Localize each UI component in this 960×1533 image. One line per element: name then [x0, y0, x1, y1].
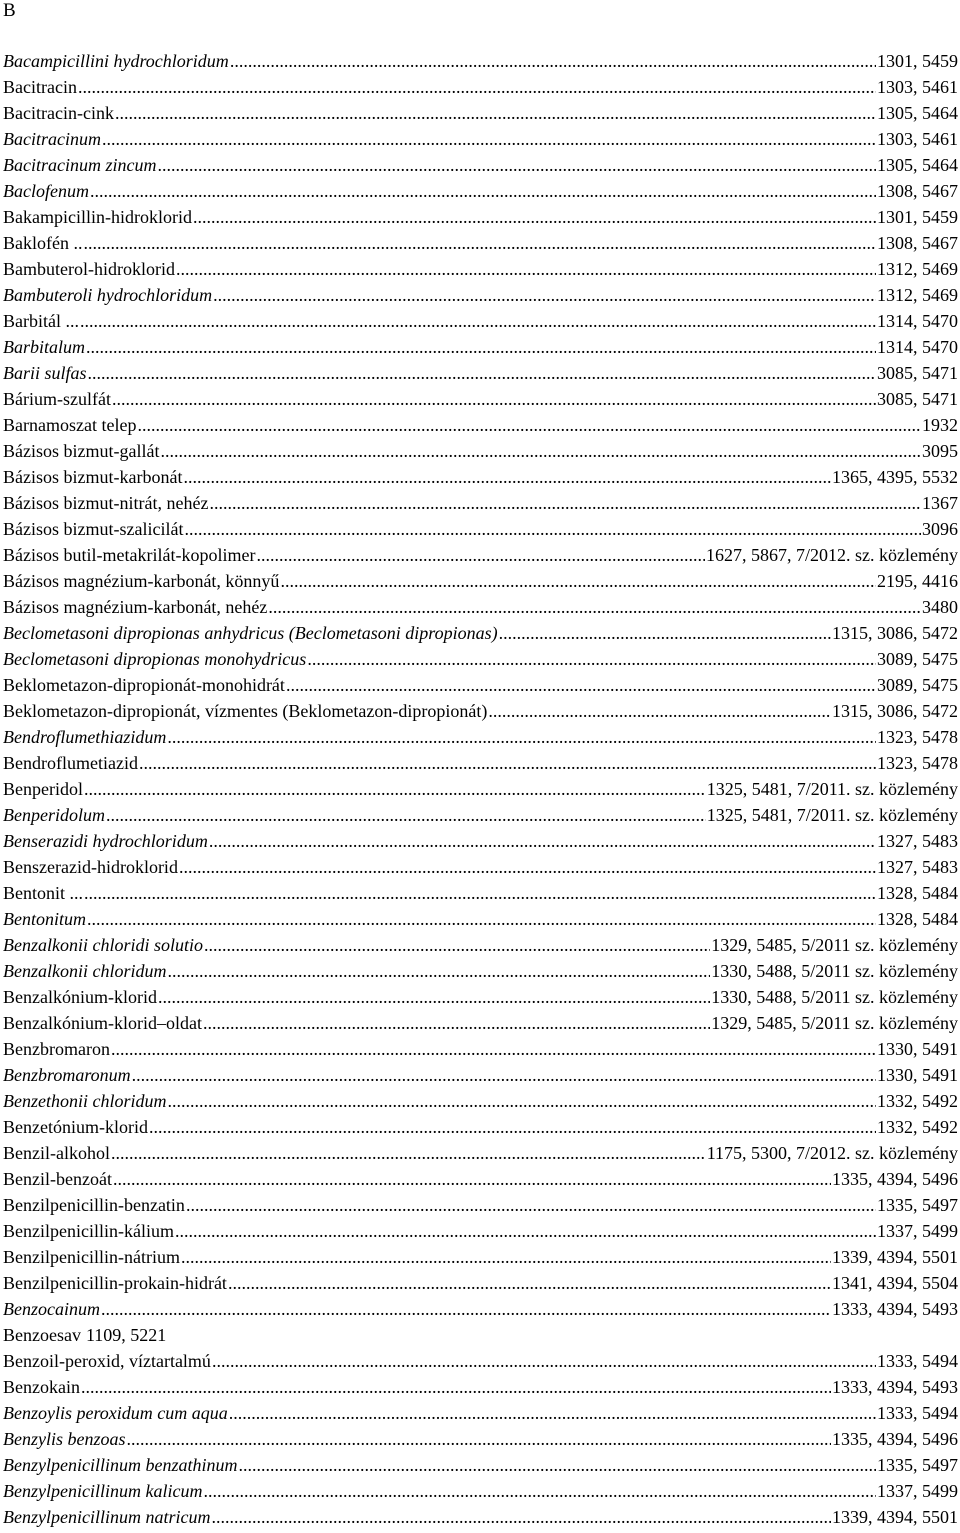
dot-leader — [183, 464, 831, 490]
index-entry-term: Benzalkónium-klorid–oldat — [3, 1013, 202, 1033]
dot-leader — [167, 1088, 876, 1114]
index-entry-term: Bárium-szulfát — [3, 389, 111, 409]
index-entry — [3, 334, 958, 360]
index-entry — [3, 230, 958, 256]
index-entry-pages: 1330, 5488, 5/2011 sz. közlemény — [711, 987, 958, 1007]
index-entry — [3, 152, 958, 178]
index-entry-pages: 1308, 5467 — [877, 181, 958, 201]
dot-leader — [256, 542, 705, 568]
index-entry-pages: 1341, 4394, 5504 — [832, 1273, 958, 1293]
index-entry-pages: 1332, 5492 — [877, 1117, 958, 1137]
index-entry — [3, 178, 958, 204]
index-entry-pages: 1932 — [922, 415, 958, 435]
dot-leader — [137, 412, 921, 438]
index-entry-term: Benzethonii chloridum — [3, 1091, 167, 1111]
index-entry — [3, 386, 958, 412]
dot-leader — [193, 204, 876, 230]
dot-leader — [88, 360, 876, 386]
index-entry-term: Bambuterol-hidroklorid — [3, 259, 175, 279]
index-entry-pages: 1109, 5221 — [85, 1325, 167, 1345]
dot-leader — [111, 1036, 876, 1062]
index-entry-term: Benzalkonii chloridum — [3, 961, 167, 981]
dot-leader — [167, 724, 876, 750]
dot-leader — [181, 1244, 831, 1270]
dot-leader — [499, 620, 831, 646]
index-entry — [3, 750, 958, 776]
index-entry — [3, 464, 958, 490]
index-entry-term: Benzylpenicillinum benzathinum — [3, 1455, 238, 1475]
dot-leader — [212, 1348, 876, 1374]
index-entry-pages: 1312, 5469 — [877, 285, 958, 305]
index-entry-term: Benserazidi hydrochloridum — [3, 831, 208, 851]
index-entry-term: Benzbromaron — [3, 1039, 110, 1059]
index-entry-pages: 1365, 4395, 5532 — [832, 467, 958, 487]
index-entry-pages: 1325, 5481, 7/2011. sz. közlemény — [706, 779, 958, 799]
index-entry — [3, 1218, 958, 1244]
dot-leader — [78, 74, 876, 100]
index-entry — [3, 698, 958, 724]
index-entry — [3, 1192, 958, 1218]
index-entry-pages: 1327, 5483 — [877, 857, 958, 877]
index-entry — [3, 308, 958, 334]
dot-leader — [87, 906, 876, 932]
index-entry-term: Bentonitum — [3, 909, 86, 929]
dot-leader — [229, 1400, 876, 1426]
index-entry-term: Benzylpenicillinum natricum — [3, 1507, 211, 1527]
index-entry-term: Benperidol — [3, 779, 83, 799]
index-entry — [3, 256, 958, 282]
index-entry-term: Benzil-benzoát — [3, 1169, 112, 1189]
dot-leader — [102, 126, 876, 152]
index-entry — [3, 620, 958, 646]
index-entry-pages: 3089, 5475 — [877, 675, 958, 695]
index-entry-term: Barnamoszat telep — [3, 415, 137, 435]
index-entry-term: Benzetónium-klorid — [3, 1117, 148, 1137]
index-entry-pages: 1335, 5497 — [877, 1195, 958, 1215]
dot-leader — [286, 672, 876, 698]
dot-leader — [113, 1166, 831, 1192]
index-entry-term: Benzylpenicillinum kalicum — [3, 1481, 203, 1501]
dot-leader — [186, 1192, 876, 1218]
dot-leader — [184, 516, 921, 542]
dot-leader — [175, 1218, 876, 1244]
index-entry — [3, 1478, 958, 1504]
index-entry — [3, 854, 958, 880]
index-entry — [3, 282, 958, 308]
index-entry — [3, 490, 958, 516]
index-entry-pages: 1323, 5478 — [877, 753, 958, 773]
index-entry-term: Benzilpenicillin-kálium — [3, 1221, 174, 1241]
index-entry-pages: 1339, 4394, 5501 — [832, 1507, 958, 1527]
dot-leader — [179, 854, 876, 880]
dot-leader — [84, 880, 876, 906]
index-entry-pages: 2195, 4416 — [877, 571, 958, 591]
index-entry — [3, 594, 958, 620]
index-entry-term: Bakampicillin-hidroklorid — [3, 207, 192, 227]
index-entry-pages: 1329, 5485, 5/2011 sz. közlemény — [711, 935, 958, 955]
index-entry-pages: 1333, 4394, 5493 — [832, 1377, 958, 1397]
index-entry-pages: 1627, 5867, 7/2012. sz. közlemény — [706, 545, 958, 565]
dot-leader — [139, 750, 876, 776]
dot-leader — [213, 282, 876, 308]
index-entry — [3, 646, 958, 672]
index-entry-term: Bázisos bizmut-nitrát, nehéz — [3, 493, 209, 513]
index-entry-term: Bázisos bizmut-szalicilát — [3, 519, 184, 539]
index-entry-pages: 1305, 5464 — [877, 155, 958, 175]
index-entry-term: Bázisos butil-metakrilát-kopolimer — [3, 545, 256, 565]
dot-leader — [209, 828, 876, 854]
index-entry — [3, 724, 958, 750]
index-entry-pages: 1315, 3086, 5472 — [832, 623, 958, 643]
index-entry-pages: 3085, 5471 — [877, 389, 958, 409]
index-entry-term: Benzylis benzoas — [3, 1429, 126, 1449]
index-entry-pages: 1303, 5461 — [877, 129, 958, 149]
dot-leader — [112, 386, 876, 412]
index-entry-pages: 1333, 5494 — [877, 1403, 958, 1423]
index-entry-term: Bentonit ... — [3, 883, 83, 903]
dot-leader — [158, 984, 710, 1010]
dot-leader — [268, 594, 921, 620]
index-entry-term: Beklometazon-dipropionát, vízmentes (Beklometazon-dipropionát) — [3, 701, 488, 721]
index-entry-term: Bacitracinum zincum — [3, 155, 157, 175]
index-entry-term: Barbitalum — [3, 337, 86, 357]
index-entry-pages: 1330, 5491 — [877, 1065, 958, 1085]
index-entry — [3, 958, 958, 984]
dot-leader — [149, 1114, 876, 1140]
index-entry-term: Bázisos bizmut-gallát — [3, 441, 160, 461]
index-entry — [3, 1374, 958, 1400]
dot-leader — [280, 568, 876, 594]
index-entry — [3, 1270, 958, 1296]
dot-leader — [81, 1374, 831, 1400]
index-entry — [3, 1426, 958, 1452]
index-entry — [3, 204, 958, 230]
index-entry — [3, 74, 958, 100]
index-entry — [3, 1452, 958, 1478]
index-entry — [3, 1400, 958, 1426]
section-letter: B — [3, 0, 16, 21]
index-entry-pages: 1175, 5300, 7/2012. sz. közlemény — [706, 1143, 958, 1163]
index-entry — [3, 48, 958, 74]
index-entry — [3, 1166, 958, 1192]
index-entry — [3, 1088, 958, 1114]
dot-leader — [111, 1140, 706, 1166]
index-entry — [3, 880, 958, 906]
index-entry-term: Beclometasoni dipropionas monohydricus — [3, 649, 307, 669]
index-entry-term: Benzalkónium-klorid — [3, 987, 157, 1007]
index-entry-pages: 1328, 5484 — [877, 883, 958, 903]
dot-leader — [203, 1010, 710, 1036]
index-entry-pages: 3089, 5475 — [877, 649, 958, 669]
index-entry-term: Bendroflumethiazidum — [3, 727, 167, 747]
index-entry — [3, 828, 958, 854]
index-entry-pages: 1333, 4394, 5493 — [832, 1299, 958, 1319]
index-entry-term: Barii sulfas — [3, 363, 87, 383]
index-entry-list — [3, 48, 958, 1530]
dot-leader — [84, 776, 706, 802]
index-entry-term: Bázisos magnézium-karbonát, könnyű — [3, 571, 280, 591]
index-entry-pages: 1335, 4394, 5496 — [832, 1169, 958, 1189]
index-entry-term: Bacitracinum — [3, 129, 101, 149]
index-entry — [3, 1036, 958, 1062]
index-entry-pages: 1303, 5461 — [877, 77, 958, 97]
index-entry — [3, 568, 958, 594]
dot-leader — [90, 178, 876, 204]
index-entry-pages: 1339, 4394, 5501 — [832, 1247, 958, 1267]
index-entry-pages: 1330, 5491 — [877, 1039, 958, 1059]
index-entry-pages: 1333, 5494 — [877, 1351, 958, 1371]
index-entry-term: Benzocainum — [3, 1299, 100, 1319]
index-entry — [3, 516, 958, 542]
dot-leader — [203, 1478, 876, 1504]
index-entry-term: Bacitracin — [3, 77, 77, 97]
index-entry-term: Benzokain — [3, 1377, 80, 1397]
index-entry-pages: 1305, 5464 — [877, 103, 958, 123]
index-entry-term: Bázisos bizmut-karbonát — [3, 467, 183, 487]
dot-leader — [80, 308, 876, 334]
index-entry — [3, 1114, 958, 1140]
index-entry-pages: 1301, 5459 — [877, 51, 958, 71]
dot-leader — [238, 1452, 876, 1478]
index-entry-pages: 3480 — [922, 597, 958, 617]
dot-leader — [228, 1270, 831, 1296]
index-entry — [3, 1322, 958, 1348]
index-entry-term: Bacampicillini hydrochloridum — [3, 51, 229, 71]
index-entry-pages: 1332, 5492 — [877, 1091, 958, 1111]
index-entry-pages: 1323, 5478 — [877, 727, 958, 747]
index-entry-term: Baclofenum — [3, 181, 89, 201]
index-entry-pages: 1325, 5481, 7/2011. sz. közlemény — [706, 805, 958, 825]
index-entry-term: Bendroflumetiazid — [3, 753, 138, 773]
index-entry — [3, 438, 958, 464]
index-entry — [3, 1504, 958, 1530]
index-entry — [3, 776, 958, 802]
index-entry-pages: 1314, 5470 — [877, 311, 958, 331]
index-entry-pages: 1329, 5485, 5/2011 sz. közlemény — [711, 1013, 958, 1033]
dot-leader — [176, 256, 876, 282]
index-entry-term: Benszerazid-hidroklorid — [3, 857, 178, 877]
index-entry — [3, 1244, 958, 1270]
index-entry-term: Baklofén .. — [3, 233, 83, 253]
index-entry-pages: 1301, 5459 — [877, 207, 958, 227]
dot-leader — [211, 1504, 831, 1530]
index-entry-term: Benzalkonii chloridi solutio — [3, 935, 203, 955]
index-entry — [3, 984, 958, 1010]
index-entry — [3, 932, 958, 958]
dot-leader — [157, 152, 876, 178]
index-entry-term: Benzbromaronum — [3, 1065, 131, 1085]
index-entry-term: Benzil-alkohol — [3, 1143, 110, 1163]
index-entry-term: Beklometazon-dipropionát-monohidrát — [3, 675, 285, 695]
index-entry-pages: 1312, 5469 — [877, 259, 958, 279]
dot-leader — [83, 230, 876, 256]
index-entry-term: Benzoylis peroxidum cum aqua — [3, 1403, 228, 1423]
index-entry-term: Benperidolum — [3, 805, 105, 825]
index-entry — [3, 1062, 958, 1088]
index-entry-pages: 1314, 5470 — [877, 337, 958, 357]
index-entry — [3, 542, 958, 568]
dot-leader — [126, 1426, 831, 1452]
index-entry-pages: 1335, 5497 — [877, 1455, 958, 1475]
index-entry — [3, 802, 958, 828]
dot-leader — [86, 334, 876, 360]
index-entry-term: Beclometasoni dipropionas anhydricus (Beclometasoni dipropionas) — [3, 623, 498, 643]
index-entry-pages: 3096 — [922, 519, 958, 539]
dot-leader — [160, 438, 921, 464]
index-entry — [3, 360, 958, 386]
dot-leader — [204, 932, 710, 958]
dot-leader — [209, 490, 921, 516]
index-entry-pages: 3095 — [922, 441, 958, 461]
index-entry — [3, 1348, 958, 1374]
dot-leader — [101, 1296, 831, 1322]
index-entry-pages: 1335, 4394, 5496 — [832, 1429, 958, 1449]
index-entry-pages: 1308, 5467 — [877, 233, 958, 253]
index-entry-term: Barbitál ... — [3, 311, 79, 331]
index-entry-pages: 1327, 5483 — [877, 831, 958, 851]
dot-leader — [132, 1062, 876, 1088]
dot-leader — [488, 698, 831, 724]
index-entry — [3, 1140, 958, 1166]
index-entry-pages: 1328, 5484 — [877, 909, 958, 929]
dot-leader — [167, 958, 710, 984]
index-entry-term: Benzilpenicillin-nátrium — [3, 1247, 180, 1267]
index-entry-pages: 1367 — [922, 493, 958, 513]
index-entry — [3, 672, 958, 698]
index-entry-pages: 3085, 5471 — [877, 363, 958, 383]
index-entry-term: Benzilpenicillin-benzatin — [3, 1195, 185, 1215]
index-entry-term: Benzilpenicillin-prokain-hidrát — [3, 1273, 227, 1293]
index-entry-pages: 1337, 5499 — [877, 1481, 958, 1501]
index-entry — [3, 100, 958, 126]
index-entry — [3, 1010, 958, 1036]
dot-leader — [106, 802, 706, 828]
index-entry — [3, 412, 958, 438]
index-entry-term: Benzoil-peroxid, víztartalmú — [3, 1351, 211, 1371]
index-entry-term: Bacitracin-cink — [3, 103, 114, 123]
index-entry-pages: 1337, 5499 — [877, 1221, 958, 1241]
index-entry-pages: 1330, 5488, 5/2011 sz. közlemény — [711, 961, 958, 981]
index-entry-pages: 1315, 3086, 5472 — [832, 701, 958, 721]
index-entry — [3, 1296, 958, 1322]
index-entry — [3, 126, 958, 152]
index-entry — [3, 906, 958, 932]
dot-leader — [115, 100, 876, 126]
index-entry-term: Bambuteroli hydrochloridum — [3, 285, 213, 305]
index-entry-term: Bázisos magnézium-karbonát, nehéz — [3, 597, 268, 617]
dot-leader — [307, 646, 876, 672]
dot-leader — [230, 48, 876, 74]
index-entry-term: Benzoesav — [3, 1325, 81, 1345]
